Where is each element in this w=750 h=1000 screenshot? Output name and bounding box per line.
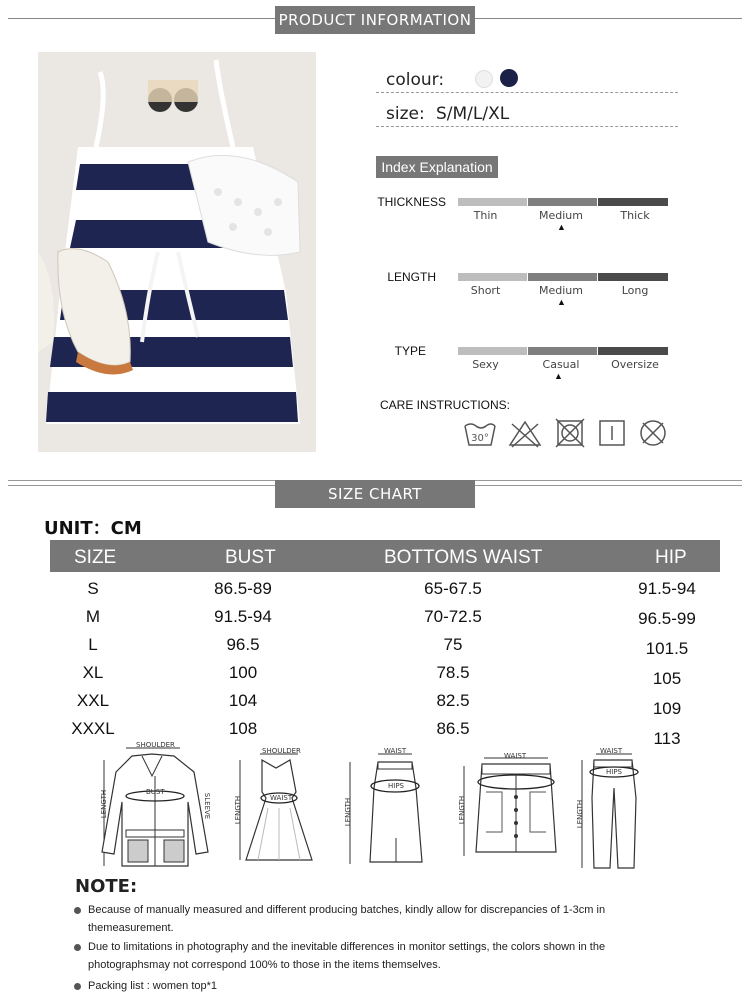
unit-label: UNIT：CM (44, 518, 142, 539)
col-header-hip: HIP (655, 547, 687, 568)
colour-swatch-navy[interactable] (500, 69, 518, 87)
size-value: S/M/L/XL (436, 104, 510, 124)
scale-bar-length-3 (598, 273, 668, 281)
care-instructions-title: CARE INSTRUCTIONS: (380, 398, 511, 412)
note-bullet (74, 944, 81, 951)
hip-cell: 113 (653, 729, 681, 748)
scale-seg-length-medium: Medium (539, 284, 583, 297)
note-item-2 (88, 938, 728, 974)
diagram-label-waist: WAIST (504, 752, 527, 760)
diagram-label-length: LENGTH (100, 789, 109, 819)
drip-dry-icon (597, 418, 627, 448)
scale-seg-thickness-medium: Medium (539, 209, 583, 222)
diagram-label-length: LENGTH (458, 795, 467, 825)
bust-cell: 108 (228, 719, 258, 738)
scale-bar-length-2 (528, 273, 597, 281)
index-explanation-title: Index Explanation (376, 156, 498, 178)
scale-bar-thickness-2 (528, 198, 597, 206)
col-header-waist: BOTTOMS WAIST (384, 547, 543, 568)
note-title: NOTE: (75, 876, 138, 897)
no-bleach-icon (508, 418, 538, 448)
diagram-label-hips: HIPS (388, 782, 404, 790)
size-cell: M (85, 607, 101, 626)
waist-cell: 78.5 (436, 663, 470, 682)
pants-diagram (574, 748, 644, 872)
skirt-diagram (342, 748, 432, 868)
hip-cell: 101.5 (645, 639, 689, 658)
diagram-label-length: LENGTH (234, 795, 243, 825)
wash-30-icon (463, 418, 493, 448)
scale-seg-type-oversize: Oversize (611, 358, 659, 371)
product-info-header: PRODUCT INFORMATION (275, 6, 475, 34)
note-item-3-line1: Packing list : women top*1 (88, 980, 218, 992)
note-item-3 (88, 977, 728, 995)
note-bullet (74, 907, 81, 914)
colour-divider (376, 92, 678, 93)
scale-bar-type-3 (598, 347, 668, 355)
diagram-label-hips: HIPS (606, 768, 622, 776)
scale-bar-type-2 (528, 347, 597, 355)
note-item-2-line1: Due to limitations in photography and the inevitable differences in monitor settings, the colors shown in the (88, 941, 606, 953)
waist-cell: 82.5 (436, 691, 470, 710)
no-tumble-dry-icon (555, 418, 585, 448)
scale-marker-thickness: ▲ (557, 222, 566, 232)
hip-cell: 91.5-94 (638, 579, 696, 598)
size-cell: XXL (76, 691, 110, 710)
scale-bar-length-1 (458, 273, 527, 281)
scale-marker-type: ▲ (554, 371, 563, 381)
diagram-label-length: LENGTH (344, 797, 353, 827)
diagram-label-length: LENGTH (576, 799, 585, 829)
col-header-bust: BUST (225, 547, 276, 568)
dress-diagram (232, 748, 322, 868)
diagram-label-waist: WAIST (270, 794, 293, 802)
size-cell: L (88, 635, 98, 654)
diagram-label-shoulder: SHOULDER (262, 747, 301, 755)
bust-cell: 96.5 (226, 635, 260, 654)
note-bullet (74, 983, 81, 990)
scale-seg-type-casual: Casual (542, 358, 580, 371)
scale-seg-length-short: Short (470, 284, 501, 297)
scale-seg-thickness-thick: Thick (620, 209, 650, 222)
waist-cell: 70-72.5 (424, 607, 482, 626)
col-header-size: SIZE (74, 547, 117, 568)
note-item-2-line2: photographsmay not correspond 100% to those in the items themselves. (88, 959, 441, 971)
diagram-label-shoulder: SHOULDER (136, 741, 175, 749)
bust-cell: 91.5-94 (214, 607, 272, 626)
size-cell: S (87, 579, 99, 598)
size-chart-header: SIZE CHART (275, 480, 475, 508)
svg-text:30°: 30° (471, 433, 489, 444)
hip-cell: 96.5-99 (638, 609, 696, 628)
scale-name-length: LENGTH (387, 270, 436, 284)
hip-cell: 105 (652, 669, 682, 688)
diagram-label-waist: WAIST (384, 747, 407, 755)
mini-skirt-diagram (456, 752, 566, 862)
colour-label: colour: (386, 70, 445, 90)
waist-cell: 65-67.5 (424, 579, 482, 598)
scale-marker-length: ▲ (557, 297, 566, 307)
product-photo (38, 52, 316, 452)
waist-cell: 86.5 (436, 719, 470, 738)
size-divider (376, 126, 678, 127)
hip-cell: 109 (652, 699, 682, 718)
size-cell: XXXL (71, 719, 115, 738)
no-dry-clean-icon (638, 418, 668, 448)
diagram-label-sleeve: SLEEVE (203, 792, 212, 820)
size-label: size: (386, 104, 425, 124)
colour-swatch-white[interactable] (475, 70, 493, 88)
note-item-1-line1: Because of manually measured and different producing batches, kindly allow for discrepancies of 1-3cm in (88, 904, 606, 916)
waist-cell: 75 (443, 635, 463, 654)
scale-seg-length-long: Long (621, 284, 649, 297)
scale-bar-thickness-3 (598, 198, 668, 206)
diagram-label-bust: BUST (146, 788, 165, 796)
jacket-diagram (96, 742, 216, 872)
scale-bar-type-1 (458, 347, 527, 355)
scale-seg-type-sexy: Sexy (472, 358, 499, 371)
scale-bar-thickness-1 (458, 198, 527, 206)
scale-name-type: TYPE (394, 344, 426, 358)
bust-cell: 100 (228, 663, 258, 682)
scale-name-thickness: THICKNESS (377, 195, 446, 209)
bust-cell: 86.5-89 (214, 579, 272, 598)
size-cell: XL (82, 663, 104, 682)
diagram-label-waist: WAIST (600, 747, 623, 755)
bust-cell: 104 (228, 691, 258, 710)
note-item-1-line2: themeasurement. (88, 922, 174, 934)
scale-seg-thickness-thin: Thin (473, 209, 498, 222)
note-item-1 (88, 901, 728, 937)
